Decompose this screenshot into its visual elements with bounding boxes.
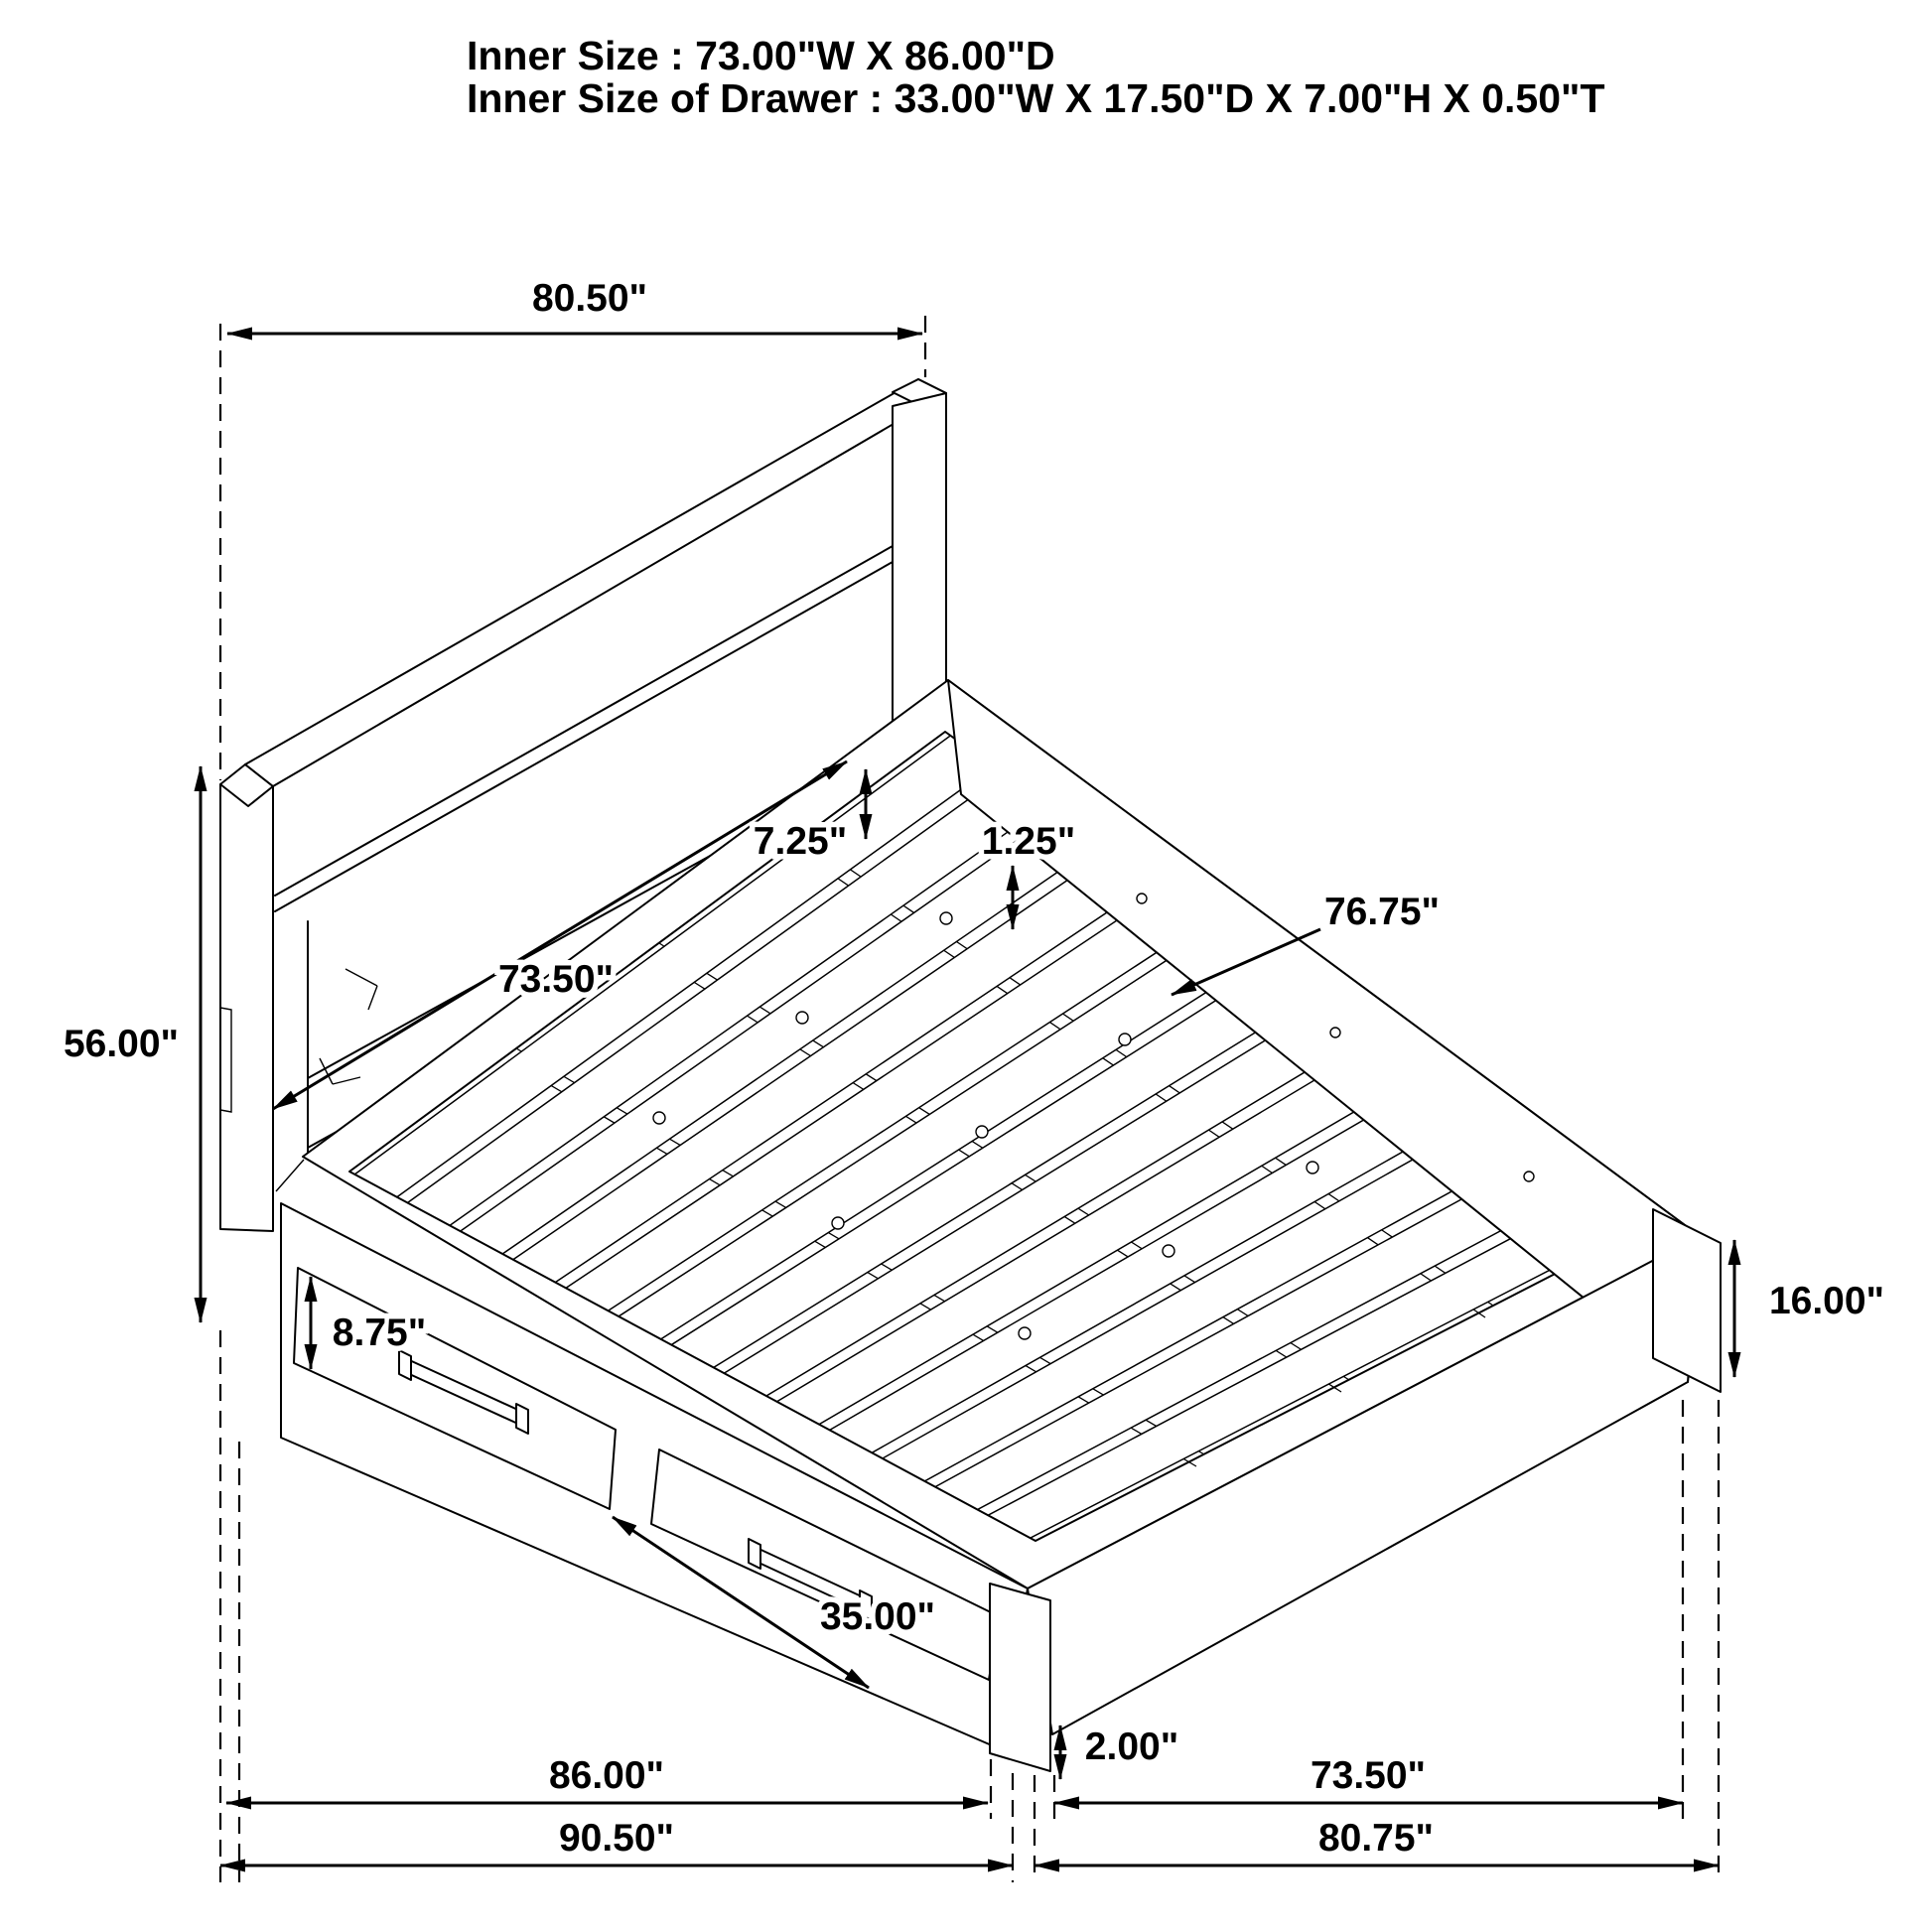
- headboard-right-post: [893, 393, 946, 722]
- dim-floor-gap: [1060, 1725, 1178, 1779]
- dim-label-headboard-inner-width: 73.50": [497, 958, 615, 1001]
- headboard-post-deck-joint: [276, 1160, 304, 1191]
- dim-label-foot-width-overall: 80.75": [1317, 1817, 1435, 1860]
- dim-label-side-depth-overall: 90.50": [558, 1817, 675, 1860]
- footboard-corner-leg: [990, 1584, 1050, 1771]
- dim-label-foot-width-inner: 73.50": [1310, 1754, 1427, 1797]
- dim-label-headboard-height: 56.00": [63, 1023, 180, 1065]
- headboard-left-post: [220, 784, 273, 1231]
- headboard-panel-corner-tick-bottom: [320, 1058, 360, 1084]
- dim-label-side-rail-length: 76.75": [1323, 891, 1441, 933]
- dim-label-top-width: 80.50": [531, 277, 648, 320]
- dim-label-slat-thickness: 1.25": [981, 820, 1076, 863]
- dim-label-drawer-height: 8.75": [332, 1311, 427, 1354]
- dim-top-width: [220, 277, 925, 780]
- dim-headboard-height: [64, 766, 201, 1322]
- drawing-title-inner-size: Inner Size : 73.00"W X 86.00"D: [467, 33, 1055, 78]
- dim-label-drawer-width: 35.00": [819, 1595, 936, 1638]
- headboard-top-rail-top-face: [245, 379, 946, 786]
- drawing-title-drawer-inner-size: Inner Size of Drawer : 33.00"W X 17.50"D X 7.00"H X 0.50"T: [467, 75, 1605, 121]
- dim-label-footboard-height: 16.00": [1768, 1280, 1885, 1322]
- dim-footboard-height: [1734, 1240, 1884, 1377]
- dim-label-floor-gap: 2.00": [1084, 1725, 1179, 1768]
- dim-label-side-depth-inner: 86.00": [548, 1754, 665, 1797]
- headboard-panel-corner-tick-top: [345, 969, 377, 1010]
- dim-label-headboard-rail-height: 7.25": [753, 820, 848, 863]
